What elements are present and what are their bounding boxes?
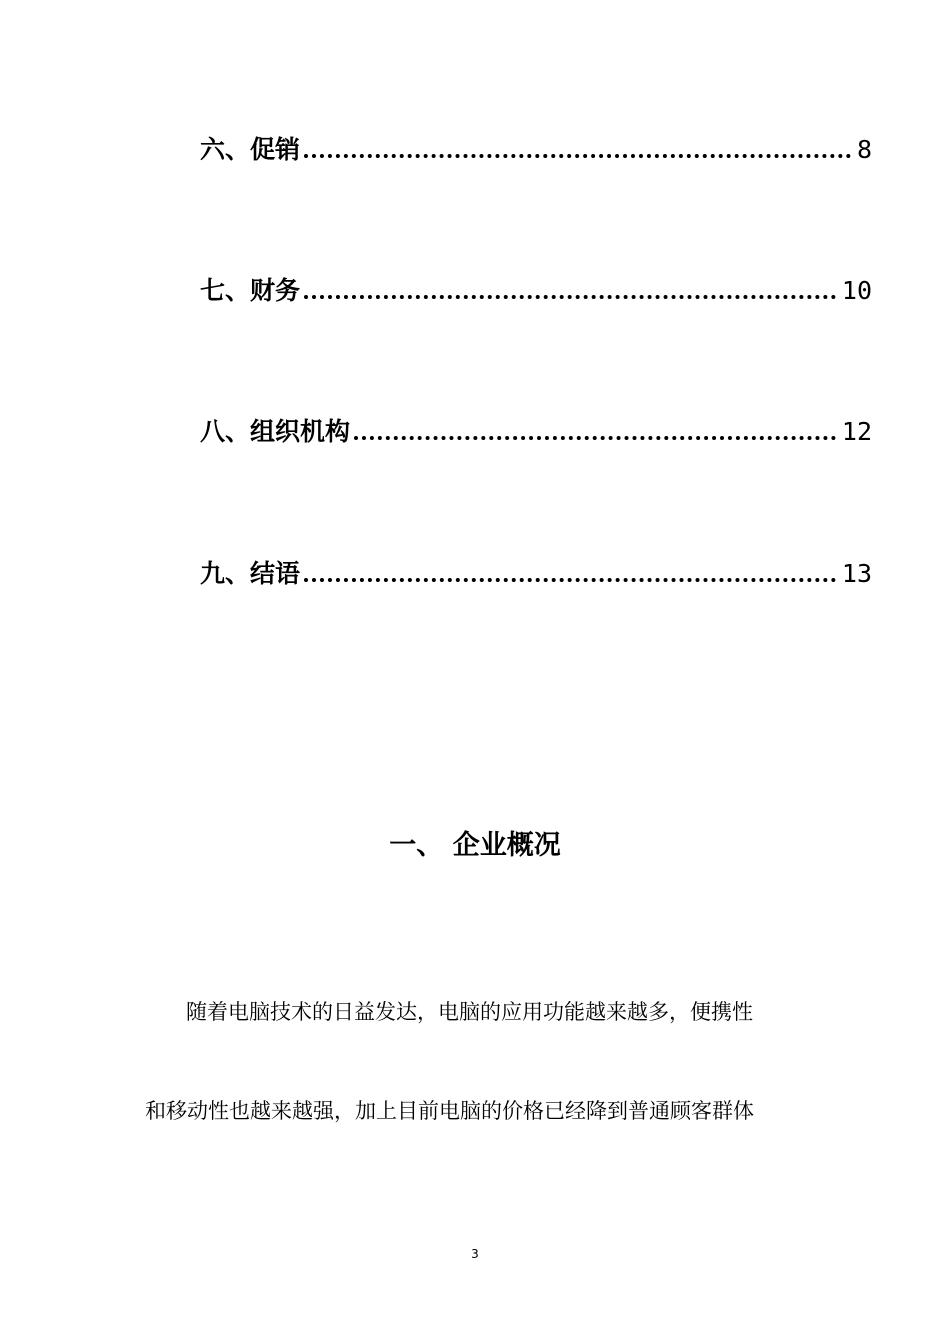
body-paragraph-line: 随着电脑技术的日益发达，电脑的应用功能越来越多，便携性 [186,1000,753,1024]
toc-dot-leader [304,578,836,582]
toc-entry-organization[interactable] [200,404,872,444]
section-heading: 一、 企业概况 [389,830,561,861]
toc-entry-page: 8 [856,135,872,164]
toc-entry-page: 12 [841,417,872,446]
toc-entry-label: 六、促销 [200,135,301,164]
toc-dot-leader [354,436,836,440]
body-paragraph-line: 和移动性也越来越强，加上目前电脑的价格已经降到普通顾客群体 [145,1099,754,1123]
toc-dot-leader [304,295,836,299]
page-number: 3 [471,1247,479,1261]
toc-entry-conclusion[interactable] [200,546,872,586]
toc-entry-promotion[interactable] [200,122,872,162]
toc-entry-page: 13 [841,559,872,588]
toc-dot-leader [304,154,851,158]
toc-entry-label: 七、财务 [200,276,301,305]
toc-entry-label: 九、结语 [200,559,301,588]
toc-entry-page: 10 [841,276,872,305]
toc-entry-label: 八、组织机构 [200,417,351,446]
toc-entry-finance[interactable] [200,263,872,303]
